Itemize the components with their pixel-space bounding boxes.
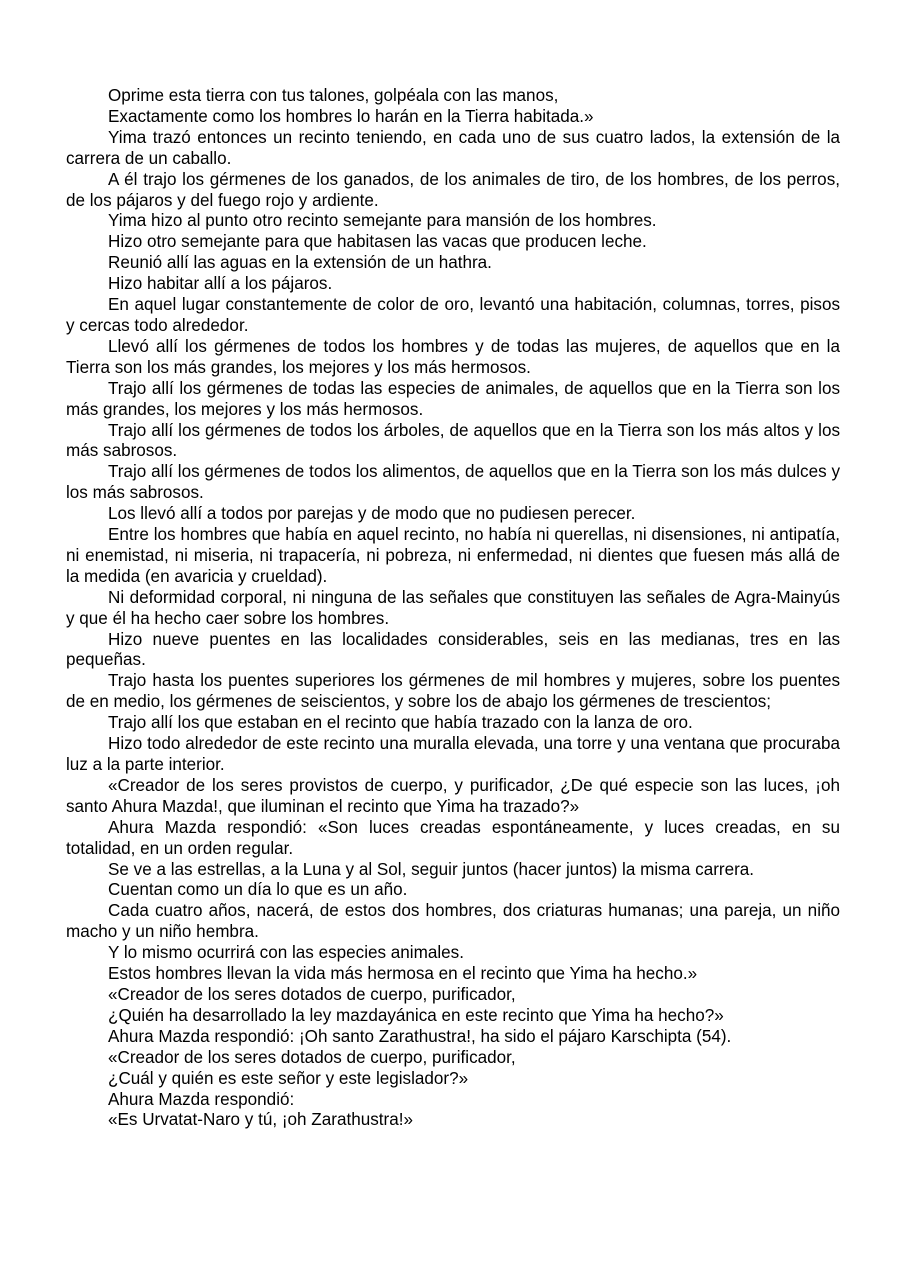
paragraph: En aquel lugar constantemente de color de oro, levantó una habitación, columnas, torres, pisos y cercas todo alrededor. — [66, 295, 840, 335]
paragraph: Yima trazó entonces un recinto teniendo, en cada uno de sus cuatro lados, la extensión de la carrera de un caballo. — [66, 127, 840, 168]
paragraph: Se ve a las estrellas, a la Luna y al Sol, seguir juntos (hacer juntos) la misma carrera. — [108, 859, 755, 879]
paragraph: ¿Cuál y quién es este señor y este legislador?» — [108, 1068, 469, 1088]
paragraph: Yima hizo al punto otro recinto semejante para mansión de los hombres. — [108, 211, 657, 231]
paragraph: Oprime esta tierra con tus talones, golpéala con las manos, — [108, 86, 559, 105]
paragraph: Ahura Mazda respondió: — [108, 1089, 295, 1109]
paragraph: «Creador de los seres dotados de cuerpo, purificador, — [108, 1047, 516, 1067]
paragraph: «Creador de los seres dotados de cuerpo, purificador, — [108, 984, 516, 1004]
paragraph: Trajo hasta los puentes superiores los gérmenes de mil hombres y mujeres, sobre los puentes de en medio, los gérmenes de seiscientos, y sobre los de abajo los gérmenes de trescientos; — [66, 671, 840, 712]
paragraph: Cada cuatro años, nacerá, de estos dos hombres, dos criaturas humanas; una pareja, un niño macho y un niño hembra. — [66, 901, 840, 942]
paragraph: Trajo allí los gérmenes de todos los alimentos, de aquellos que en la Tierra son los más dulces y los más sabrosos. — [66, 462, 840, 503]
paragraph: Exactamente como los hombres lo harán en la Tierra habitada.» — [108, 106, 594, 126]
paragraph: Estos hombres llevan la vida más hermosa en el recinto que Yima ha hecho.» — [108, 964, 698, 984]
paragraph: Reunió allí las aguas en la extensión de un hathra. — [108, 253, 492, 273]
paragraph: Ahura Mazda respondió: ¡Oh santo Zarathustra!, ha sido el pájaro Karschipta (54). — [108, 1026, 732, 1046]
paragraph: «Es Urvatat-Naro y tú, ¡oh Zarathustra!» — [108, 1110, 413, 1130]
paragraph: Ahura Mazda respondió: «Son luces creadas espontáneamente, y luces creadas, en su totalidad, en un orden regular. — [66, 817, 840, 858]
paragraph: Los llevó allí a todos por parejas y de modo que no pudiesen perecer. — [108, 504, 636, 524]
paragraph: Hizo habitar allí a los pájaros. — [108, 274, 333, 294]
paragraph: «Creador de los seres provistos de cuerpo, y purificador, ¿De qué especie son las luces, ¡oh santo Ahura Mazda!, que iluminan el recinto que Yima ha trazado?» — [66, 775, 840, 816]
paragraph: A él trajo los gérmenes de los ganados, de los animales de tiro, de los hombres, de los perros, de los pájaros y del fuego rojo y ardiente. — [66, 169, 840, 210]
paragraph: Y lo mismo ocurrirá con las especies animales. — [108, 943, 464, 963]
paragraph: Hizo nueve puentes en las localidades considerables, seis en las medianas, tres en las pequeñas. — [66, 629, 840, 670]
paragraph: Llevó allí los gérmenes de todos los hombres y de todas las mujeres, de aquellos que en la Tierra son los más grandes, los mejores y los más hermosos. — [66, 336, 840, 377]
paragraph: Ni deformidad corporal, ni ninguna de las señales que constituyen las señales de Agra-Mainyús y que él ha hecho caer sobre los hombres. — [66, 587, 840, 628]
paragraph: Hizo otro semejante para que habitasen las vacas que producen leche. — [108, 232, 647, 252]
paragraph: Trajo allí los gérmenes de todas las especies de animales, de aquellos que en la Tierra son los más grandes, los mejores y los más hermosos. — [66, 378, 840, 419]
paragraph: Entre los hombres que había en aquel recinto, no había ni querellas, ni disensiones, ni antipatía, ni enemistad, ni miseria, ni trapacería, ni pobreza, ni enfermedad, ni dientes que fuesen más allá de la medida (en avaricia y crueldad). — [66, 525, 840, 586]
paragraph: Cuentan como un día lo que es un año. — [108, 880, 408, 900]
paragraph: ¿Quién ha desarrollado la ley mazdayánica en este recinto que Yima ha hecho?» — [108, 1005, 724, 1025]
paragraph: Trajo allí los que estaban en el recinto que había trazado con la lanza de oro. — [108, 713, 693, 733]
paragraph: Hizo todo alrededor de este recinto una muralla elevada, una torre y una ventana que procuraba luz a la parte interior. — [66, 734, 840, 774]
paragraph: Trajo allí los gérmenes de todos los árboles, de aquellos que en la Tierra son los más altos y los más sabrosos. — [66, 420, 840, 461]
document-page — [66, 86, 840, 1131]
